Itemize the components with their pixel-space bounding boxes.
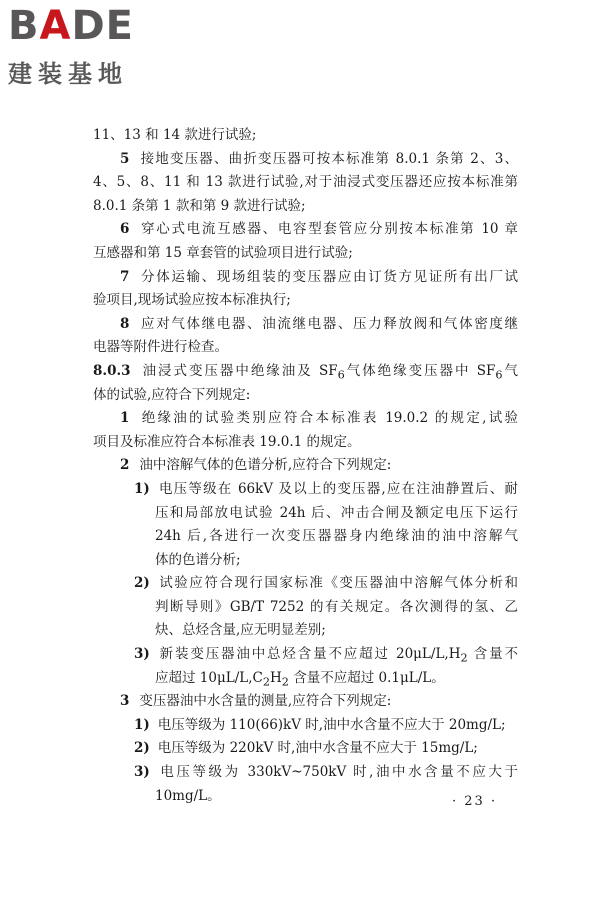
item-3: 3 变压器油中水含量的测量,应符合下列规定: — [120, 693, 392, 710]
item-1: 1 绝缘油的试验类别应符合本标准表 19.0.2 的规定,试验 — [120, 410, 518, 427]
text-line: 8.0.1 条第 1 款和第 9 款进行试验; — [93, 197, 306, 214]
article-number: 8.0.3 — [93, 362, 131, 379]
subitem-number: 3) — [134, 646, 150, 663]
text-line: 压和局部放电试验 24h 后、冲击合闸及额定电压下运行 — [155, 504, 518, 521]
text-line: 4、5、8、11 和 13 款进行试验,对于油浸式变压器还应按本标准第 — [93, 174, 518, 191]
bade-logo — [8, 4, 178, 90]
article-8-0-3: 8.0.3 油浸式变压器中绝缘油及 $SF_6$气体绝缘变压器中 $SF_6$气 — [93, 362, 518, 382]
subitem-3: 3) 新装变压器油中总烃含量不应超过 $20\mu L/L,H_2$ 含量不 — [134, 646, 518, 665]
text-line: 验项目,现场试验应按本标准执行; — [93, 292, 291, 309]
item-number: 1 — [120, 410, 130, 427]
clause-7: 7 分体运输、现场组装的变压器应由订货方见证所有出厂试 — [120, 268, 518, 285]
text-line: 体的色谱分析; — [155, 551, 241, 568]
clause-number: 6 — [120, 221, 130, 238]
item-number: 3 — [120, 693, 130, 710]
logo-brand-zh: 建装基地 — [8, 60, 128, 88]
item-number: 2 — [120, 457, 130, 474]
subitem-number: 1) — [134, 716, 150, 733]
logo-brand-en: BADE — [8, 3, 134, 49]
text-line: 体的试验,应符合下列规定: — [93, 386, 251, 403]
clause-8: 8 应对气体继电器、油流继电器、压力释放阀和气体密度继 — [120, 315, 518, 332]
text-line: 10mg/L。 — [155, 787, 221, 804]
text-line: 11、13 和 14 款进行试验; — [93, 127, 257, 143]
text-line: 判断导则》GB/T 7252 的有关规定。各次测得的氢、乙 — [155, 598, 518, 615]
text-line: 互感器和第 15 章套管的试验项目进行试验; — [93, 244, 353, 261]
text-line: 24h 后,各进行一次变压器器身内绝缘油的油中溶解气 — [155, 528, 518, 545]
text-line: 应超过 $10\mu L/L,C_2H_2$ 含量不应超过 0.1μL/L。 — [155, 669, 445, 689]
document-body — [93, 124, 518, 808]
subitem-number: 2) — [134, 740, 150, 757]
subitem-1: 1) 电压等级在 66kV 及以上的变压器,应在注油静置后、耐 — [134, 480, 518, 497]
page-number: · 23 · — [452, 794, 498, 809]
text-line: 项目及标准应符合本标准表 19.0.1 的规定。 — [93, 433, 361, 450]
text-line: 炔、总烃含量,应无明显差别; — [155, 622, 326, 639]
subitem-number: 3) — [134, 764, 150, 781]
clause-5: 5 接地变压器、曲折变压器可按本标准第 8.0.1 条第 2、3、 — [120, 150, 518, 167]
clause-number: 8 — [120, 315, 130, 332]
clause-6: 6 穿心式电流互感器、电容型套管应分别按本标准第 10 章 — [120, 221, 518, 238]
subitem-2: 2) 试验应符合现行国家标准《变压器油中溶解气体分析和 — [134, 575, 518, 592]
subitem-2: 2) 电压等级为 220kV 时,油中水含量不应大于 15mg/L; — [134, 740, 478, 757]
item-2: 2 油中溶解气体的色谱分析,应符合下列规定: — [120, 457, 392, 474]
subitem-number: 1) — [134, 480, 150, 497]
logo-accent-letter: A — [39, 3, 72, 49]
text-line: 电器等附件进行检查。 — [93, 339, 228, 356]
subitem-number: 2) — [134, 575, 150, 592]
clause-number: 5 — [120, 150, 130, 167]
clause-number: 7 — [120, 268, 130, 285]
subitem-3: 3) 电压等级为 330kV~750kV 时,油中水含量不应大于 — [134, 764, 518, 781]
subitem-1: 1) 电压等级为 110(66)kV 时,油中水含量不应大于 20mg/L; — [134, 716, 506, 733]
